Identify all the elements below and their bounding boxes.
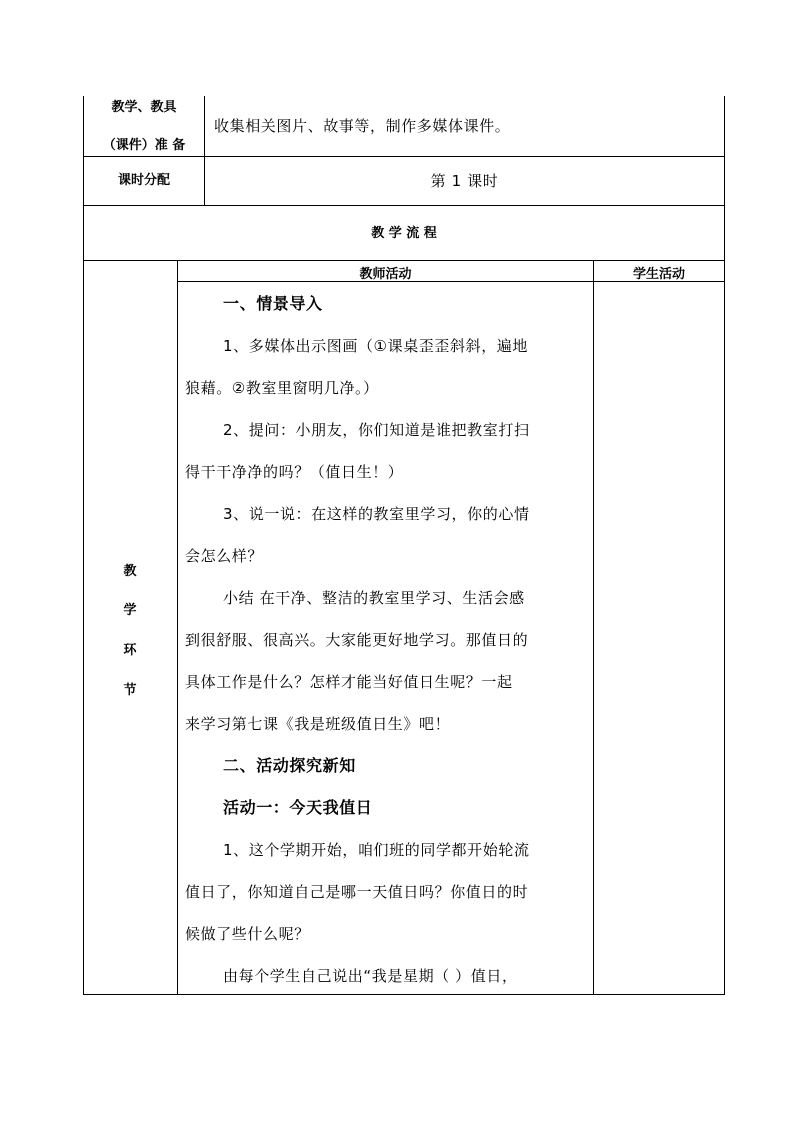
text-line: 来学习第七课《我是班级值日生》吧！ — [185, 715, 451, 733]
student-column-divider — [593, 260, 594, 995]
section-label-char-4: 节 — [123, 683, 137, 698]
row-divider-1 — [83, 156, 725, 157]
section-column-divider — [177, 260, 178, 995]
text-line: 狼藉。②教室里窗明几净。） — [185, 379, 379, 397]
heading-scene-intro: 一、情景导入 — [223, 294, 323, 313]
flow-title: 教 学 流 程 — [371, 226, 437, 241]
text-line: 候做了些什么呢？ — [185, 925, 310, 943]
heading-activity-one: 活动一：今天我值日 — [223, 798, 373, 817]
teacher-activity-content — [185, 283, 590, 997]
text-line: 3、说一说：在这样的教室里学习，你的心情 — [223, 505, 530, 523]
section-label-char-1: 教 — [123, 564, 137, 579]
prep-label-line1: 教学、教具 — [111, 100, 177, 115]
text-line: 具体工作是什么？怎样才能当好值日生呢？一起 — [185, 673, 513, 691]
period-label: 课时分配 — [117, 173, 170, 188]
section-label-char-3: 环 — [123, 643, 137, 658]
prep-content: 收集相关图片、故事等，制作多媒体课件。 — [214, 117, 511, 135]
prep-label — [84, 100, 204, 154]
text-line: 1、这个学期开始，咱们班的同学都开始轮流 — [223, 841, 530, 859]
text-line: 到很舒服、很高兴。大家能更好地学习。那值日的 — [185, 631, 529, 649]
text-line: 由每个学生自己说出“我是星期（ ）值日， — [223, 967, 518, 985]
row-divider-3 — [83, 260, 725, 261]
teacher-activity-header: 教师活动 — [359, 267, 412, 282]
period-value: 第 1 课时 — [430, 172, 499, 190]
row-divider-2 — [83, 205, 725, 206]
text-line: 小结 在干净、整洁的教室里学习、生活会感 — [223, 589, 525, 607]
text-line: 得干干净净的吗？（值日生！） — [185, 463, 404, 481]
text-line: 值日了，你知道自己是哪一天值日吗？你值日的时 — [185, 883, 529, 901]
section-label-char-2: 学 — [123, 603, 137, 618]
prep-label-line2: （课件）准 备 — [102, 138, 186, 153]
student-activity-header: 学生活动 — [632, 267, 685, 282]
table-border-right — [724, 96, 725, 995]
text-line: 会怎么样？ — [185, 547, 264, 565]
heading-activity-explore: 二、活动探究新知 — [223, 756, 356, 775]
text-line: 1、多媒体出示图画（①课桌歪歪斜斜，遍地 — [223, 337, 528, 355]
text-line: 2、提问：小朋友，你们知道是谁把教室打扫 — [223, 421, 530, 439]
